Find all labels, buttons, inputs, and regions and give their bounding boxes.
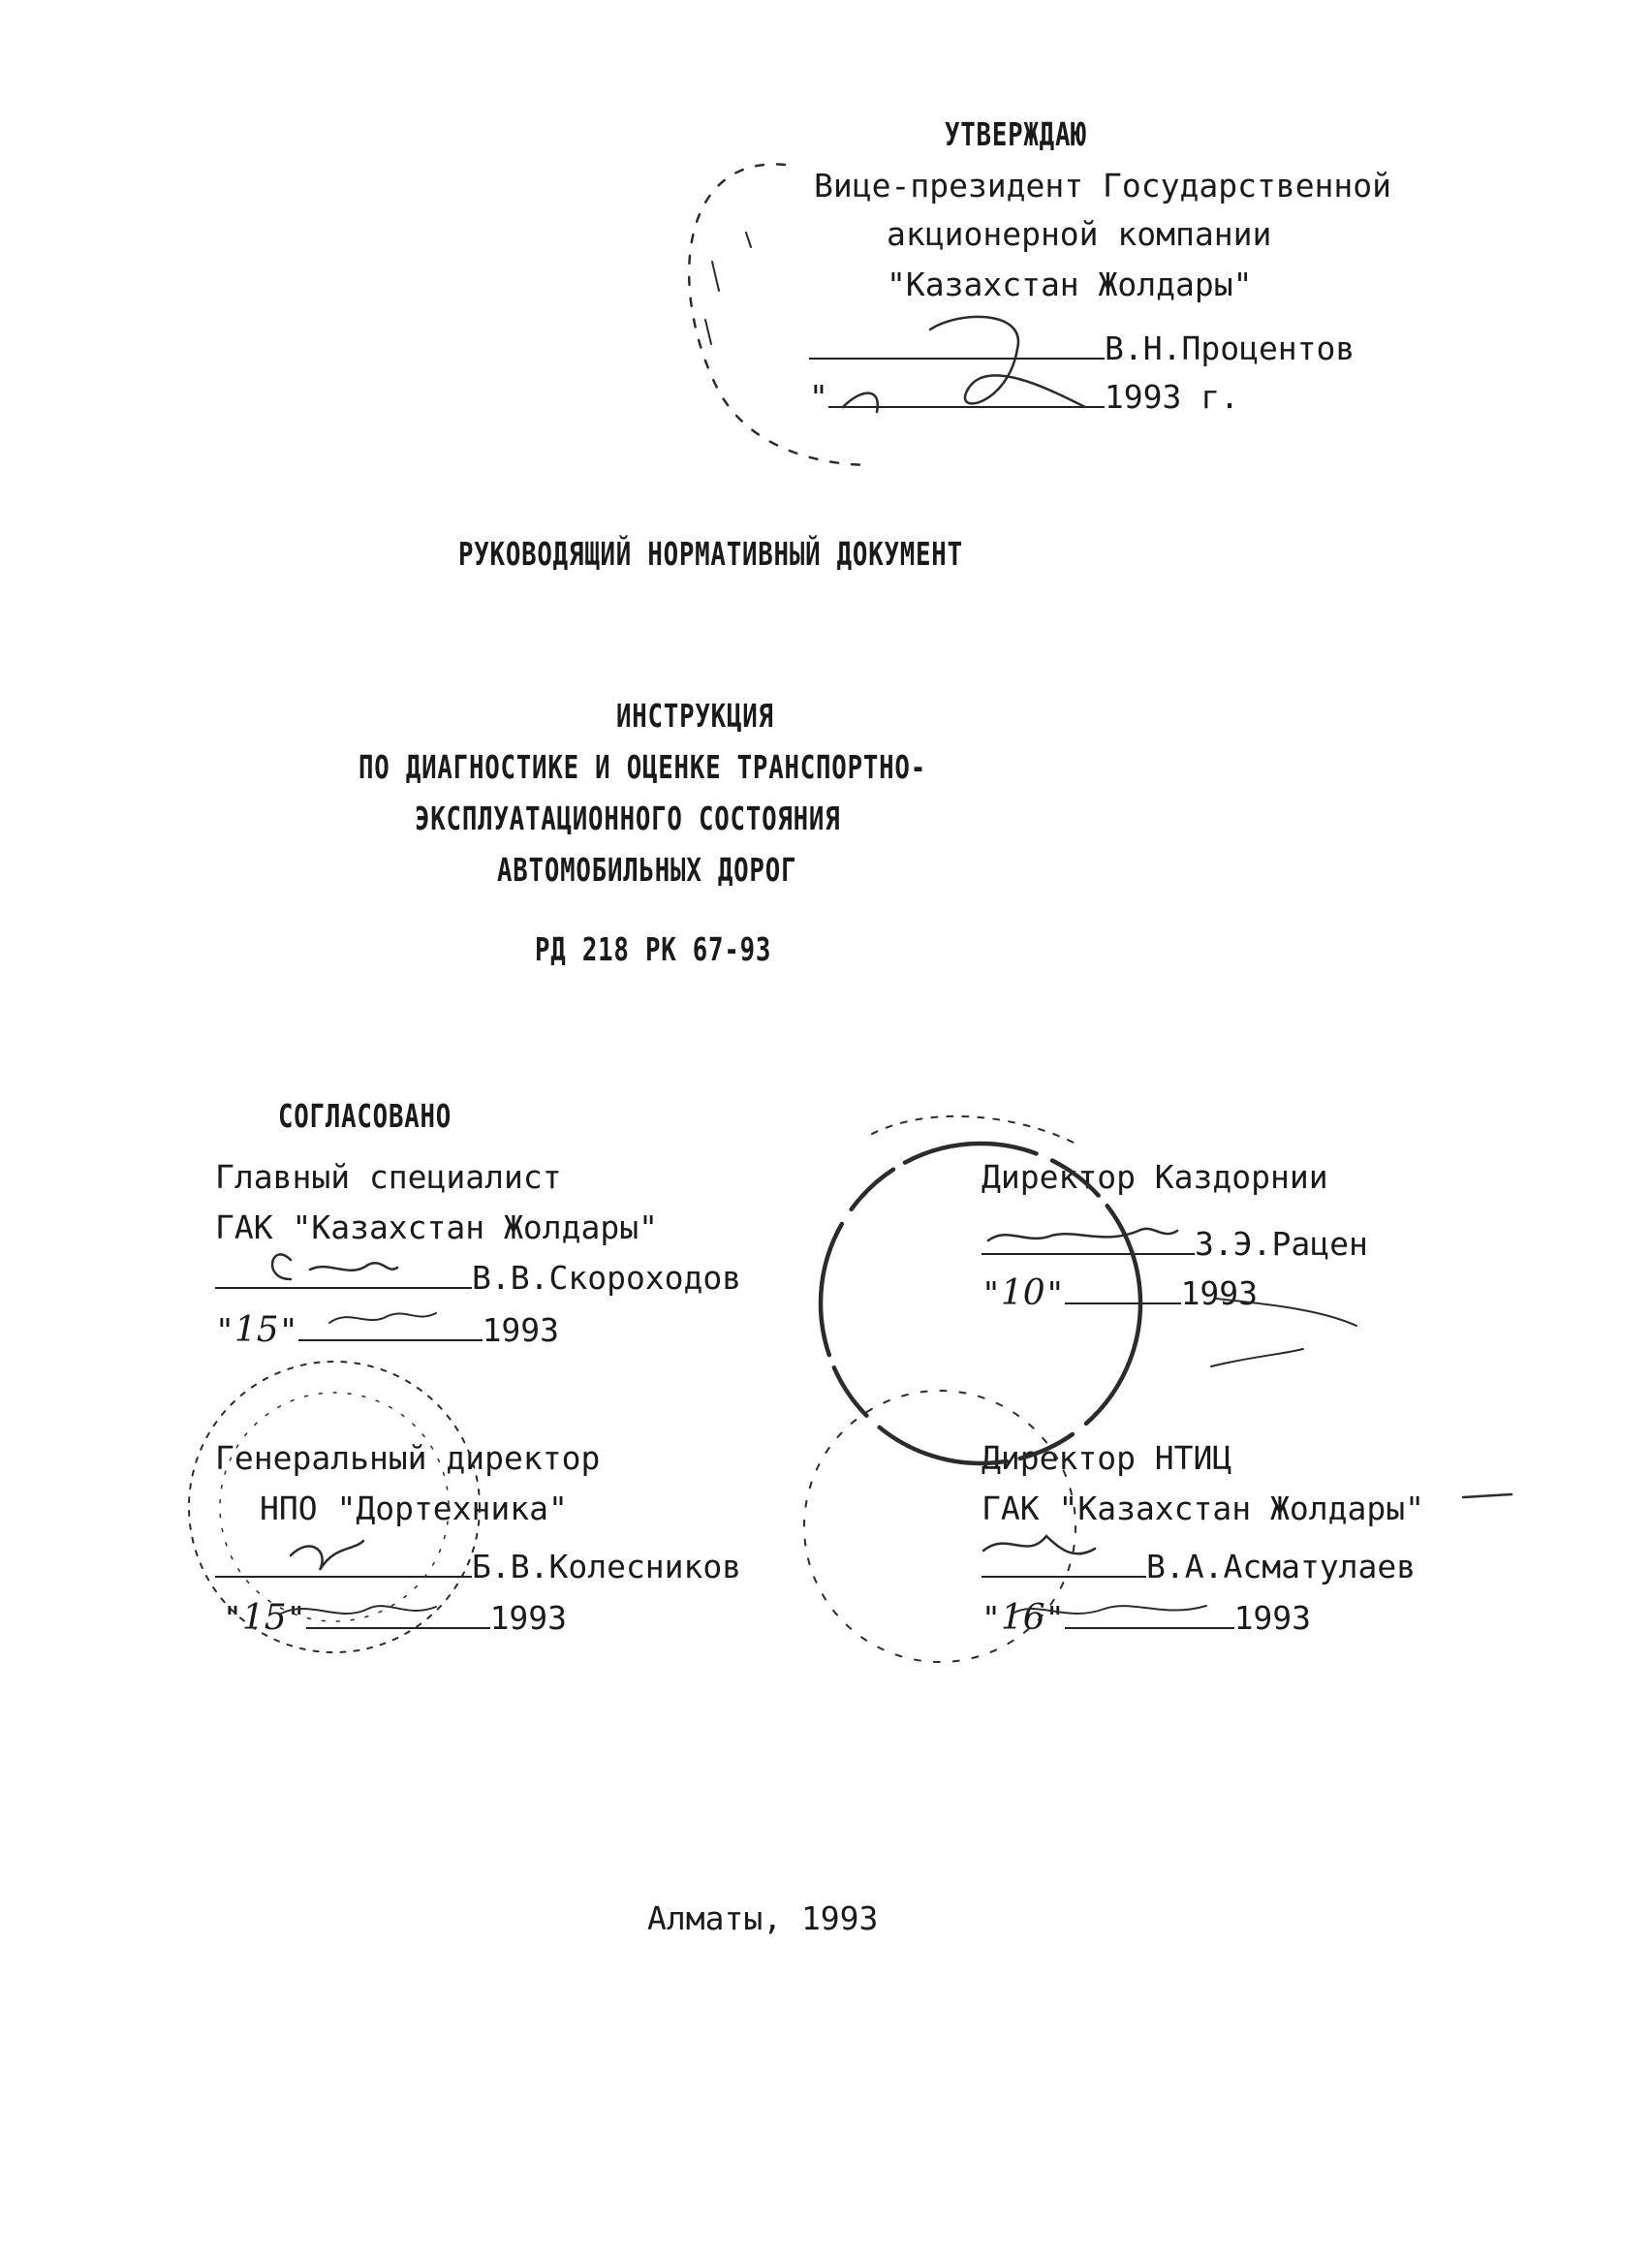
agreed-right-top-line1: Директор Каздорнии bbox=[982, 1158, 1328, 1196]
agreed-left-top-date: "15" 1993 bbox=[215, 1310, 560, 1350]
agreed-left-bottom-name: Б.В.Колесников bbox=[215, 1551, 741, 1583]
approval-signer: В.Н.Процентов bbox=[809, 332, 1355, 364]
agreed-right-bottom-line2: ГАК "Казахстан Жолдары" bbox=[982, 1490, 1424, 1527]
approval-position-line1: Вице-президент Государственной bbox=[814, 167, 1392, 204]
approval-date: " 1993 г. bbox=[809, 378, 1239, 416]
title-line3: ЭКСПЛУАТАЦИОННОГО СОСТОЯНИЯ bbox=[415, 800, 841, 837]
agreed-heading: СОГЛАСОВАНО bbox=[278, 1097, 452, 1135]
title-line2: ПО ДИАГНОСТИКЕ И ОЦЕНКЕ ТРАНСПОРТНО- bbox=[358, 748, 926, 786]
agreed-left-bottom-line2: НПО "Дортехника" bbox=[260, 1490, 568, 1527]
agreed-right-bottom-line1: Директор НТИЦ bbox=[982, 1439, 1232, 1477]
title-line1: ИНСТРУКЦИЯ bbox=[616, 697, 774, 735]
agreed-left-top-line2: ГАК "Казахстан Жолдары" bbox=[215, 1208, 658, 1246]
approval-position-line3: "Казахстан Жолдары" bbox=[887, 266, 1253, 303]
approval-position-line2: акционерной компании bbox=[887, 215, 1272, 253]
doc-code: РД 218 РК 67-93 bbox=[535, 930, 772, 968]
agreed-left-bottom-date: "15" 1993 bbox=[223, 1598, 568, 1638]
title-line4: АВТОМОБИЛЬНЫХ ДОРОГ bbox=[497, 851, 797, 889]
agreed-left-bottom-line1: Генеральный директор bbox=[215, 1439, 601, 1477]
agreed-right-top-name: З.Э.Рацен bbox=[982, 1228, 1368, 1260]
doc-type: РУКОВОДЯЩИЙ НОРМАТИВНЫЙ ДОКУМЕНТ bbox=[458, 535, 963, 573]
agreed-left-top-name: В.В.Скороходов bbox=[215, 1262, 741, 1294]
agreed-left-top-line1: Главный специалист bbox=[215, 1158, 562, 1196]
agreed-right-top-date: "10" 1993 bbox=[982, 1273, 1259, 1313]
footer-place-year: Алматы, 1993 bbox=[647, 1899, 879, 1937]
approval-heading: УТВЕРЖДАЮ bbox=[945, 115, 1087, 153]
approval-stamp bbox=[689, 164, 872, 465]
agreed-right-bottom-date: "16" 1993 bbox=[982, 1598, 1312, 1638]
agreed-right-bottom-name: В.А.Асматулаев bbox=[982, 1551, 1416, 1583]
